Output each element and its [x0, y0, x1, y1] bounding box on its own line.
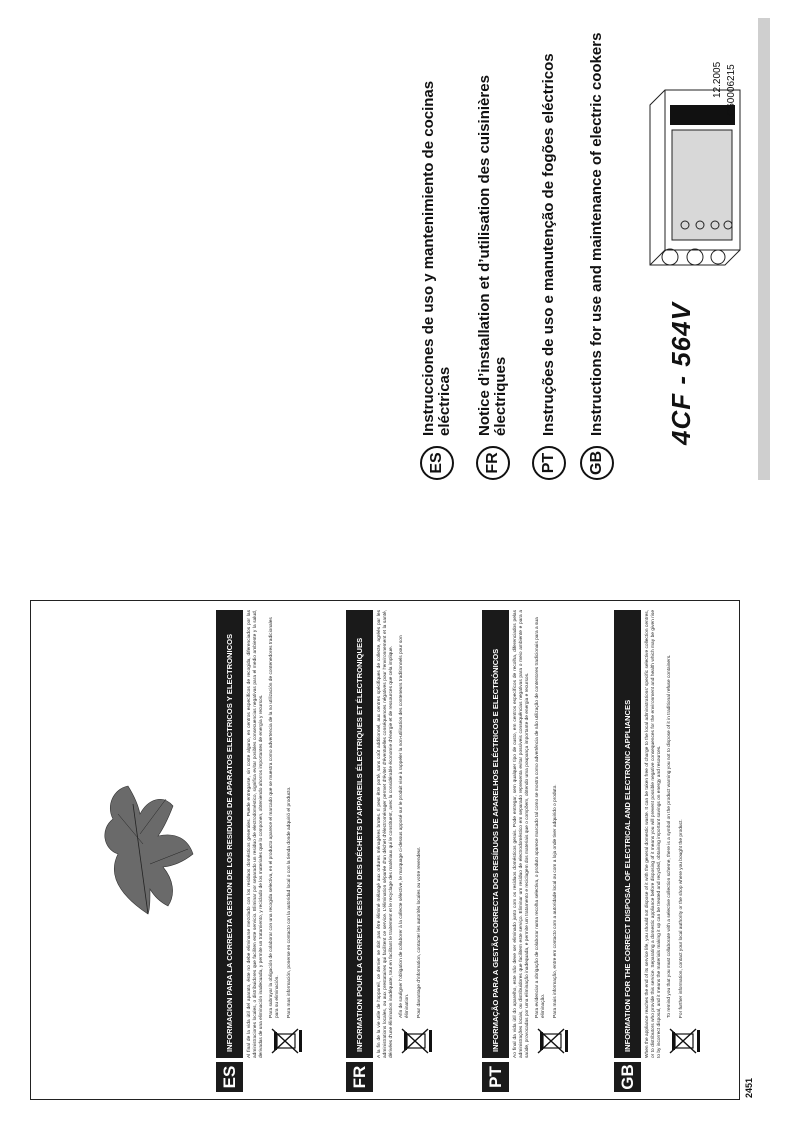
section-body: A la fin de la vie utile de l’appareil, ce dernier ne doit pas être éliminé mélangé aux ordures ménagères brutes. Il peut être porté, sans coût additionnel, aux centres spécifiques de collecte, agréés par les administrations locales, ou aux prestataires qui facilitent ce service. L’élimination séparée d’un déchet d’électroménager permet d’éviter d’éventuelles conséquences négatives pour l’environnement et la santé, dérivées d’une élimination inadéquate, tout en facilitant le traitement et le recyclage des matériaux qui le constituent, avec la considérable économie d’énergie et de ressources que cela implique.: [377, 610, 395, 1058]
lang-badge: ES: [420, 446, 454, 480]
lang-code: FR: [346, 1062, 373, 1092]
page-number: 2451: [744, 1077, 754, 1098]
lang-badge: PT: [532, 446, 566, 480]
lang-code: GB: [614, 1062, 641, 1092]
section-body: Al final de la vida útil del aparato, éste no debe eliminarse mezclado con los residuos domésticos generales. Puede entregarse, sin coste alguno, en centros específicos de recogida, diferenciados por las administraciones locales, o distribuidores que faciliten este servicio. Eliminar por separado un residuo de electrodoméstico, significa evitar posibles consecuencias negativas para el medio ambiente y la salud, derivadas de una eliminación inadecuada, y permite un tratamiento, y reciclado de los materiales que lo componen, obteniendo ahorros importantes de energía y recursos.: [247, 610, 265, 1058]
lang-badge: GB: [580, 446, 614, 480]
cover-panel: [420, 20, 760, 480]
lang-badge: FR: [476, 446, 510, 480]
lang-code: ES: [216, 1062, 243, 1092]
cover-title: Instrucciones de uso y mantenimiento de cocinas eléctricas: [420, 80, 453, 436]
section-pt: [482, 610, 569, 1092]
cover-title: Instructions for use and maintenance of electric cookers: [588, 32, 605, 436]
cover-title: Instruções de uso e manutenção de fogões eléctricos: [540, 53, 557, 436]
section-note-contact: Para mas información, ponerse en contacto con la autoridad local o con la tienda donde adquirió el producto.: [287, 786, 293, 1018]
section-note-contact: Para mais informação, entre em contacto com a autoridade local ou com a loja onde tiver adquirido o produto.: [553, 784, 559, 1018]
section-note-selective: Para evidenciar a obrigação de colaborar numa recolha selectiva, o produto aparece marcado tal como se mostra como advertência de não utilização de contentores tradicionais para a sua eliminação.: [535, 617, 547, 1018]
section-note-selective: Para subrayar la obligación de colaborar con una recogida selectiva, en el producto aparece el marcado que se muestra como advertencia de la no utilización de contenedores tradicionales para su eliminación.: [269, 617, 281, 1018]
crossed-bin-icon: [399, 1026, 433, 1056]
crossed-bin-icon: [269, 1026, 303, 1056]
section-es: [216, 610, 303, 1092]
section-body: Ao final da vida útil do aparelho, este não deve ser eliminado junto com os resíduos domésticos gerais. Pode entregar, sem qualquer tipo de custo, em centros específicos de recolha, diferenciados pelas administrações locais, ou distribuidores que facilitem este serviço. Eliminar um resíduo de electrodoméstico em separado representa evitar possíveis consequências negativas para o meio ambiente e para a saúde, provocadas por uma eliminação inadequada, e permite um tratamento e reciclagem dos materiais que o compõem, obtendo uma poupança importante de energia e recursos.: [513, 610, 531, 1058]
model-number: 4CF - 564V: [666, 302, 696, 445]
cover-lang-gb: [580, 20, 614, 480]
section-note-contact: Pour davantage d’information, contacter les autorités locales ou votre revendeur.: [417, 846, 423, 1018]
document-code: C60006215: [726, 64, 737, 116]
cover-footer-bar: [758, 18, 770, 480]
section-heading: INFORMATION POUR LA CORRECTE GESTION DES DÉCHETS D’APPAREILS ÉLECTRIQUES ET ÉLECTRONIQUES: [346, 610, 373, 1058]
oak-leaf-illustration: [88, 774, 208, 924]
section-heading: INFORMACION PARA LA CORRECTA GESTION DE LOS RESIDUOS DE APARATOS ELECTRICOS Y ELECTRONICOS: [216, 610, 243, 1058]
section-note-selective: To remind you that you must collaborate with a selective collection scheme, there is a symbol on the product warning you not to dispose of it in traditional refuse containers.: [667, 654, 673, 1018]
section-body: When the appliance reaches the end of its service life, you should not dispose of it with the general domestic waste. It can be taken free of charge to the local administrations’ specific selective collection centres, or to distributors who provide this service. Separating a domestic appliance before disposing of it means you will prevent possible negative consequences for the environment and health which may be given rise to by incorrect disposal, and it means the materials making it up can be treated and recycled, obtaining important savings on energy and resources.: [645, 610, 663, 1058]
section-fr: [346, 610, 433, 1092]
section-heading: INFORMAÇÃO PARA A GESTÃO CORRECTA DOS RESÍDUOS DE APARELHOS ELÉCTRICOS E ELECTRÓNICOS: [482, 610, 509, 1058]
crossed-bin-icon: [667, 1026, 701, 1056]
crossed-bin-icon: [535, 1026, 569, 1056]
disposal-panel: [30, 600, 754, 1100]
cover-lang-fr: [476, 20, 510, 480]
section-gb: [614, 610, 701, 1092]
lang-code: PT: [482, 1062, 509, 1092]
section-note-selective: Afin de souligner l’obligation de collaborer à la collecte sélective, le marquage ci-dessus apposé sur le produit vise à rappeler la non-utilisation des conteneurs traditionnels pour son élimination.: [399, 635, 411, 1018]
print-date: 12.2005: [712, 61, 723, 98]
cover-lang-pt: [532, 20, 566, 480]
section-note-contact: For further information, contact your local authority or the shop where you bought the product.: [679, 819, 685, 1018]
section-heading: INFORMATION FOR THE CORRECT DISPOSAL OF ELECTRICAL AND ELECTRONIC APPLIANCES: [614, 610, 641, 1058]
cover-title: Notice d’installation et d’utilisation des cuisinières électriques: [476, 75, 509, 436]
cover-lang-es: [420, 20, 454, 480]
